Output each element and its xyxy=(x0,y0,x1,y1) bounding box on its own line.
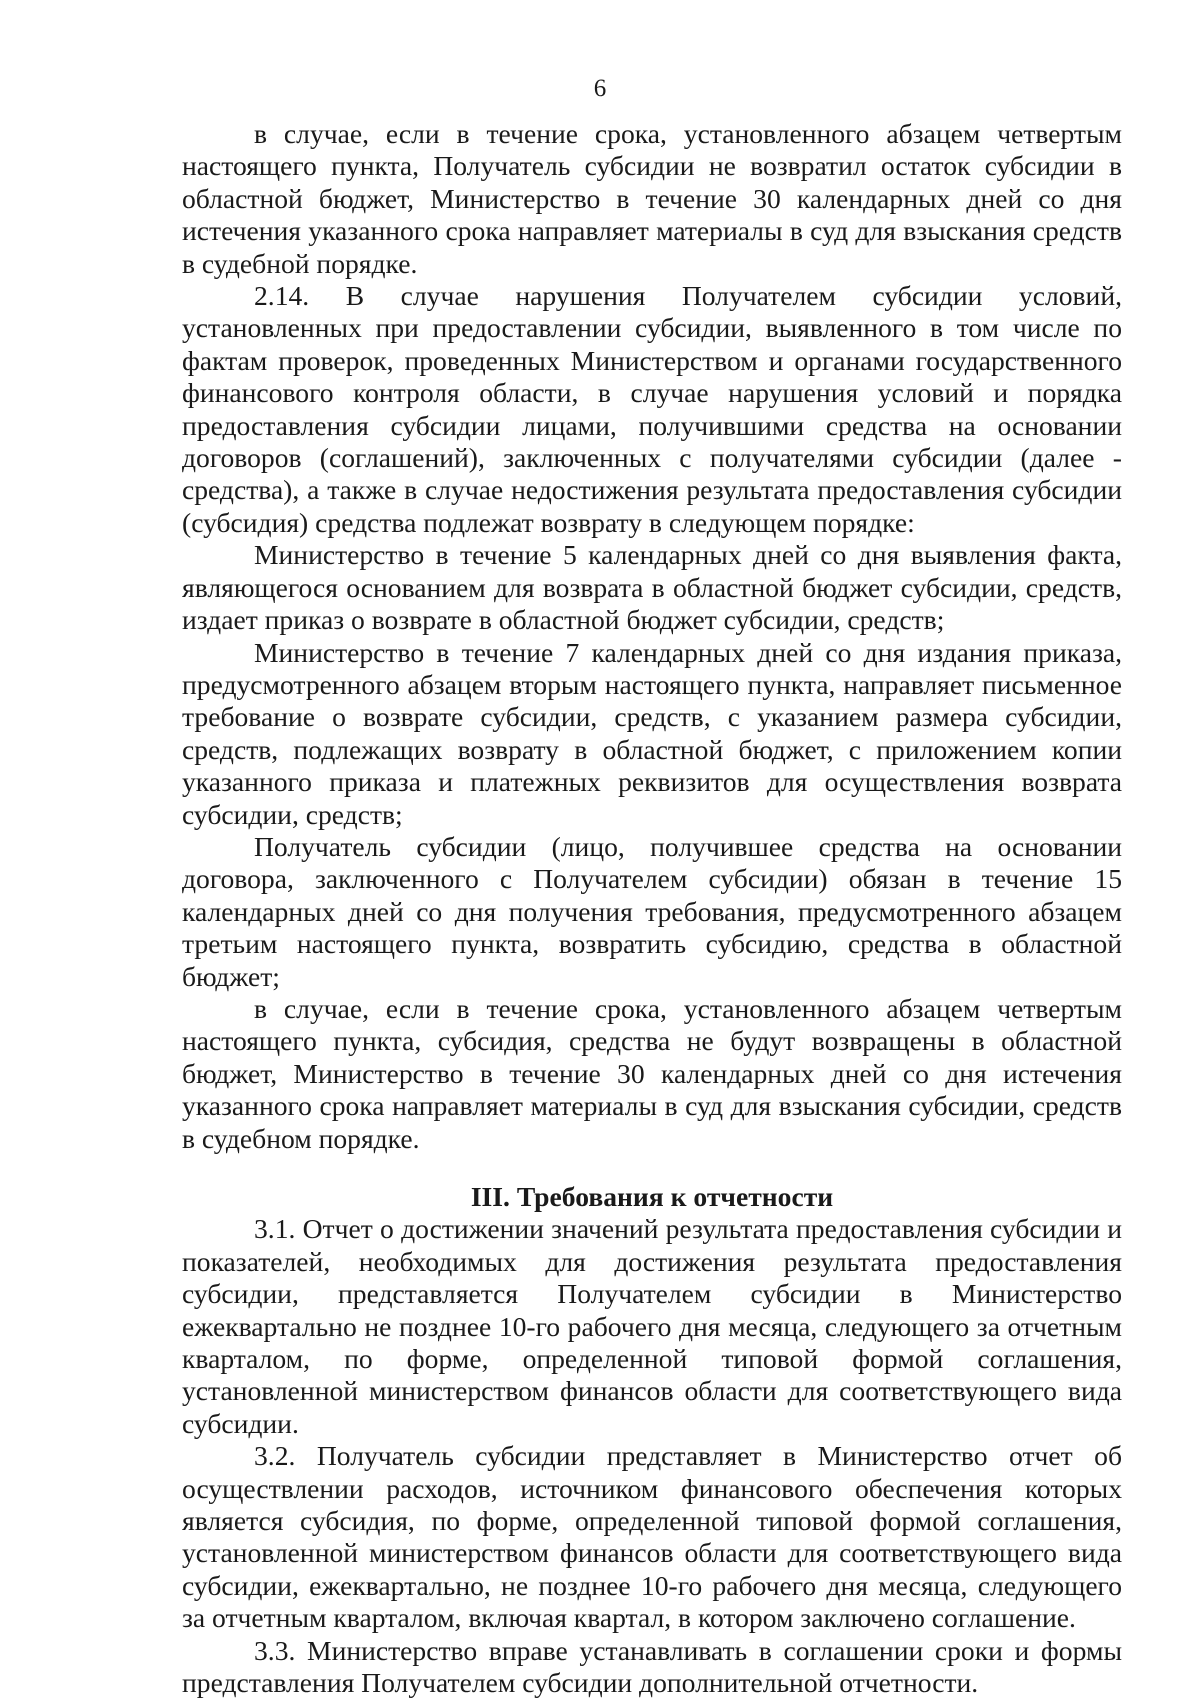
page-number: 6 xyxy=(593,75,607,102)
paragraph-recipient-obligation: Получатель субсидии (лицо, получившее средства на основании договора, заключенного с Получателем субсидии) обязан в течение 15 календарных дней со дня получения требования, предусмотренного абзацем третьим настоящего пункта, возвратить субсидию, средства в областной бюджет; xyxy=(182,830,1122,992)
document-body xyxy=(182,118,1122,1700)
paragraph-3-1: 3.1. Отчет о достижении значений результата предоставления субсидии и показателей, необходимых для достижения результата предоставления субсидии, представляется Получателем субсидии в Министерство ежеквартально не позднее 10-го рабочего дня месяца, следующего за отчетным кварталом, по форме, определенной типовой формой соглашения, установленной министерством финансов области для соответствующего вида субсидии. xyxy=(182,1213,1122,1439)
paragraph-2-14: 2.14. В случае нарушения Получателем субсидии условий, установленных при предоставлении субсидии, выявленного в том числе по фактам проверок, проведенных Министерством и органами государственного финансового контроля области, в случае нарушения условий и порядка предоставления субсидии лицами, получившими средства на основании договоров (соглашений), заключенных с получателями субсидии (далее - средства), а также в случае недостижения результата предоставления субсидии (субсидия) средства подлежат возврату в следующем порядке: xyxy=(182,280,1122,538)
section-heading: III. Требования к отчетности xyxy=(470,1181,834,1212)
paragraph-court-recovery: в случае, если в течение срока, установленного абзацем четвертым настоящего пункта, субсидия, средства не будут возвращены в областной бюджет, Министерство в течение 30 календарных дней со дня истечения указанного срока направляет материалы в суд для взыскания субсидии, средств в судебном порядке. xyxy=(182,992,1122,1154)
paragraph-3-2: 3.2. Получатель субсидии представляет в Министерство отчет об осуществлении расходов, источником финансового обеспечения которых является субсидия, по форме, определенной типовой формой соглашения, установленной министерством финансов области для соответствующего вида субсидии, ежеквартально, не позднее 10-го рабочего дня месяца, следующего за отчетным кварталом, включая квартал, в котором заключено соглашение. xyxy=(182,1440,1122,1634)
paragraph-ministry-order: Министерство в течение 5 календарных дней со дня выявления факта, являющегося основанием для возврата в областной бюджет субсидии, средств, издает приказ о возврате в областной бюджет субсидии, средств; xyxy=(182,539,1122,636)
paragraph-written-demand: Министерство в течение 7 календарных дней со дня издания приказа, предусмотренного абзацем вторым настоящего пункта, направляет письменное требование о возврате субсидии, средств, с указанием размера субсидии, средств, подлежащих возврату в областной бюджет, с приложением копии указанного приказа и платежных реквизитов для осуществления возврата субсидии, средств; xyxy=(182,636,1122,830)
paragraph-refund-deadline: в случае, если в течение срока, установленного абзацем четвертым настоящего пункта, Получатель субсидии не возвратил остаток субсидии в областной бюджет, Министерство в течение 30 календарных дней со дня истечения указанного срока направляет материалы в суд для взыскания средств в судебной порядке. xyxy=(182,118,1122,279)
paragraph-3-3: 3.3. Министерство вправе устанавливать в соглашении сроки и формы представления Получателем субсидии дополнительной отчетности. xyxy=(182,1634,1122,1699)
